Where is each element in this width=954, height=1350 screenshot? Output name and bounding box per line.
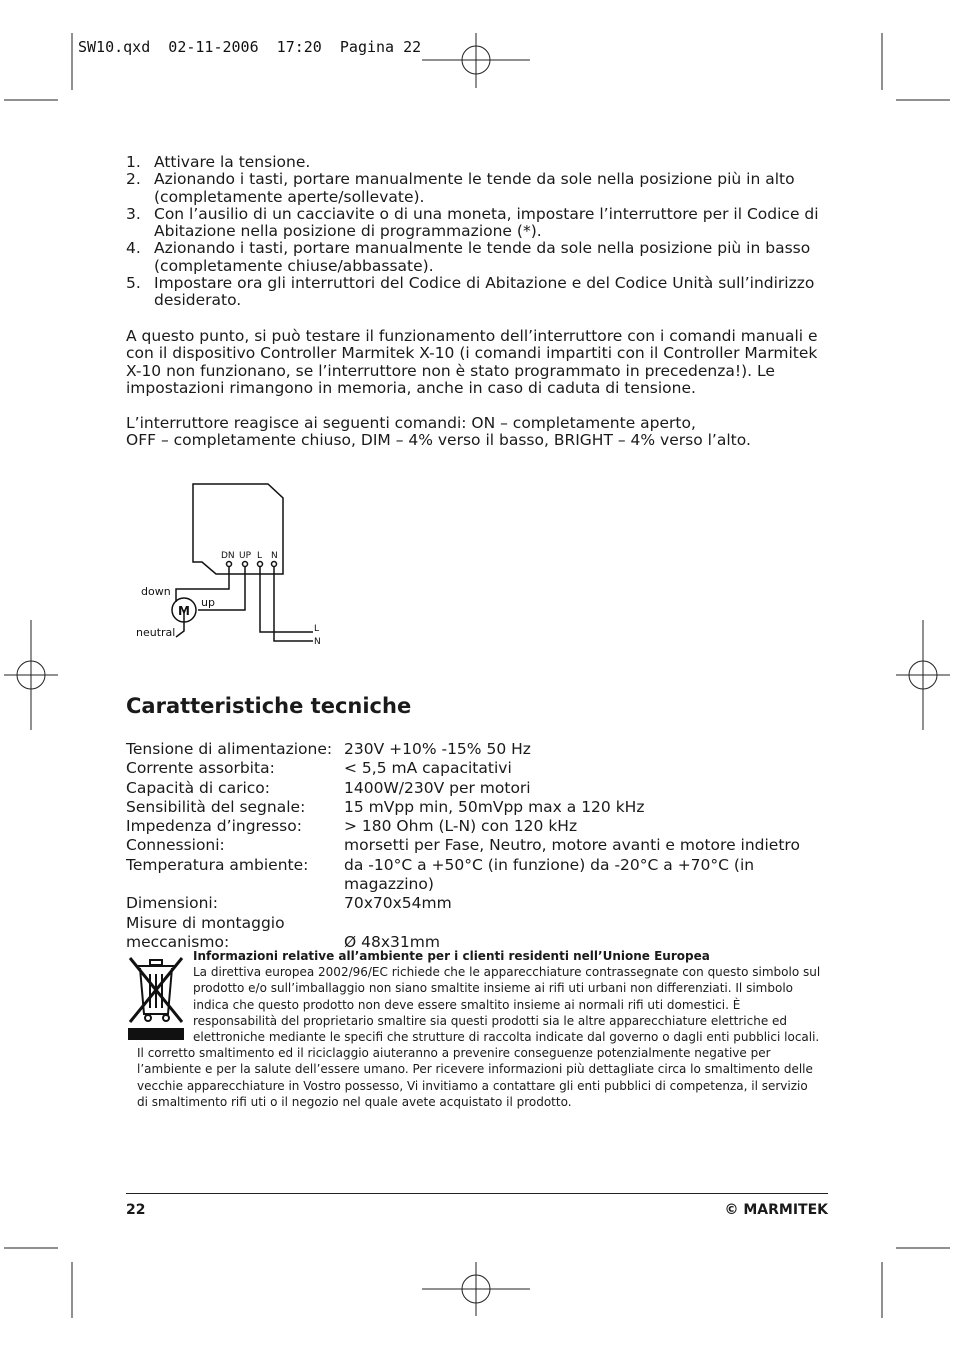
line-l-label: L bbox=[314, 624, 320, 634]
terminal-dn-label: DN bbox=[221, 551, 235, 561]
print-slug: SW10.qxd 02-11-2006 17:20 Pagina 22 bbox=[78, 38, 422, 56]
spec-label: Capacità di carico: bbox=[126, 778, 270, 797]
step-text: Impostare ora gli interruttori del Codice di Abitazione e del Codice Unità sull’indirizzo desiderato. bbox=[154, 274, 815, 310]
table-row bbox=[126, 817, 846, 836]
wiring-diagram bbox=[128, 478, 328, 648]
spec-value: Ø 48x31mm bbox=[344, 932, 440, 951]
commands-paragraph bbox=[126, 415, 828, 450]
step-number: 4. bbox=[126, 239, 141, 258]
specs-table bbox=[126, 740, 846, 952]
spec-label: Tensione di alimentazione: bbox=[126, 740, 333, 758]
table-row bbox=[126, 836, 846, 855]
step-text: Azionando i tasti, portare manualmente le tende da sole nella posizione più in basso (completamente chiuse/abbassate). bbox=[154, 239, 811, 275]
environment-title: Informazioni relative all’ambiente per i clienti residenti nell’Unione Europea bbox=[193, 949, 710, 963]
page-number: 22 bbox=[126, 1202, 146, 1218]
spec-label: Impedenza d’ingresso: bbox=[126, 817, 302, 836]
table-row bbox=[126, 779, 846, 798]
spec-value: < 5,5 mA capacitativi bbox=[344, 759, 512, 778]
step-number: 5. bbox=[126, 274, 141, 293]
terminal-up-label: UP bbox=[239, 551, 252, 561]
environment-body: La direttiva europea 2002/96/EC richiede che le apparecchiature contrassegnate con questo simbolo sul prodotto e/o sull’imballaggio non siano smaltite insieme ai rifi uti urbani non differenziati. Il simbolo indica che questo prodotto non deve essere smaltito insieme ai normali rifi uti domestici. È responsabilità del proprietario smaltire sia questi prodotti sia le altre apparecchiature elettriche ed elettroniche mediante le specifi che strutture di raccolta indicate dal governo o dagli enti pubblici locali. Il corretto smaltimento ed il riciclaggio aiuteranno a prevenire conseguenze potenzialmente negative per l’ambiente e per la salute dell’essere umano. Per ricevere informazioni più dettagliate circa lo smaltimento delle vecchie apparecchiature in Vostro possesso, Vi invitiamo a contattare gli enti pubblici di competenza, il servizio di smaltimento rifi uti o il negozio nel quale avete acquistato il prodotto. bbox=[137, 965, 821, 1109]
commands-line-1: L’interruttore reagisce ai seguenti comandi: ON – completamente aperto, bbox=[126, 414, 696, 432]
setup-steps-list bbox=[126, 154, 826, 310]
environment-notice bbox=[137, 948, 821, 1110]
spec-label: Dimensioni: bbox=[126, 894, 218, 913]
list-item bbox=[126, 154, 826, 171]
spec-value: > 180 Ohm (L-N) con 120 kHz bbox=[344, 817, 578, 836]
table-row bbox=[126, 798, 846, 817]
terminal-up bbox=[243, 562, 248, 567]
specs-section-title: Caratteristiche tecniche bbox=[126, 694, 412, 718]
spec-value: 230V +10% -15% 50 Hz bbox=[344, 740, 531, 758]
spec-label: Misure di montaggio bbox=[126, 913, 285, 932]
terminal-l bbox=[258, 562, 263, 567]
table-row bbox=[126, 856, 846, 895]
motor-label: M bbox=[178, 604, 190, 618]
brand-copyright: © MARMITEK bbox=[724, 1202, 828, 1218]
step-text: Con l’ausilio di un cacciavite o di una moneta, impostare l’interruttore per il Codice di Abitazione nella posizione di programmazione (*). bbox=[154, 204, 819, 241]
terminal-l-label: L bbox=[257, 551, 263, 561]
table-row bbox=[126, 740, 846, 759]
up-label: up bbox=[201, 596, 215, 609]
terminal-dn bbox=[227, 562, 232, 567]
terminal-n-label: N bbox=[271, 551, 278, 561]
footer-divider bbox=[126, 1193, 828, 1194]
test-paragraph: A questo punto, si può testare il funzionamento dell’interruttore con i comandi manuali e con il dispositivo Controller Marmitek X-10 (i comandi impartiti con il Controller Marmitek X-10 non funzionano, se l’interruttore non è stato programmato in precedenza!). Le impostazioni rimangono in memoria, anche in caso di caduta di tensione. bbox=[126, 327, 818, 397]
spec-label: Temperatura ambiente: bbox=[126, 855, 309, 874]
spec-value: da -10°C a +50°C (in funzione) da -20°C a +70°C (in magazzino) bbox=[344, 855, 755, 894]
list-item bbox=[126, 240, 826, 275]
table-row bbox=[126, 759, 846, 778]
terminal-n bbox=[272, 562, 277, 567]
spec-value bbox=[344, 914, 846, 933]
spec-value: 15 mVpp min, 50mVpp max a 120 kHz bbox=[344, 797, 645, 816]
list-item bbox=[126, 171, 826, 206]
step-number: 1. bbox=[126, 153, 141, 171]
spec-label: Corrente assorbita: bbox=[126, 759, 275, 778]
list-item bbox=[126, 206, 826, 241]
step-number: 2. bbox=[126, 170, 141, 189]
spec-value: 1400W/230V per motori bbox=[344, 778, 531, 797]
line-n-label: N bbox=[314, 637, 321, 647]
list-item bbox=[126, 275, 826, 310]
step-number: 3. bbox=[126, 204, 141, 223]
line-l-wire bbox=[260, 567, 313, 632]
spec-label: Sensibilità del segnale: bbox=[126, 797, 306, 816]
module-outline bbox=[193, 484, 283, 574]
spec-label: meccanismo: bbox=[126, 932, 230, 951]
table-row bbox=[126, 914, 846, 933]
step-text: Azionando i tasti, portare manualmente le tende da sole nella posizione più in alto (completamente aperte/sollevate). bbox=[154, 170, 795, 206]
wiring-diagram-svg bbox=[128, 478, 328, 648]
spec-value: morsetti per Fase, Neutro, motore avanti e motore indietro bbox=[344, 836, 800, 855]
commands-line-2: OFF – completamente chiuso, DIM – 4% verso il basso, BRIGHT – 4% verso l’alto. bbox=[126, 431, 751, 450]
table-row bbox=[126, 894, 846, 913]
line-n-wire bbox=[274, 567, 313, 641]
down-label: down bbox=[141, 585, 171, 598]
neutral-label: neutral bbox=[136, 626, 176, 639]
step-text: Attivare la tensione. bbox=[154, 153, 311, 171]
spec-label: Connessioni: bbox=[126, 836, 225, 855]
spec-value: 70x70x54mm bbox=[344, 894, 452, 913]
